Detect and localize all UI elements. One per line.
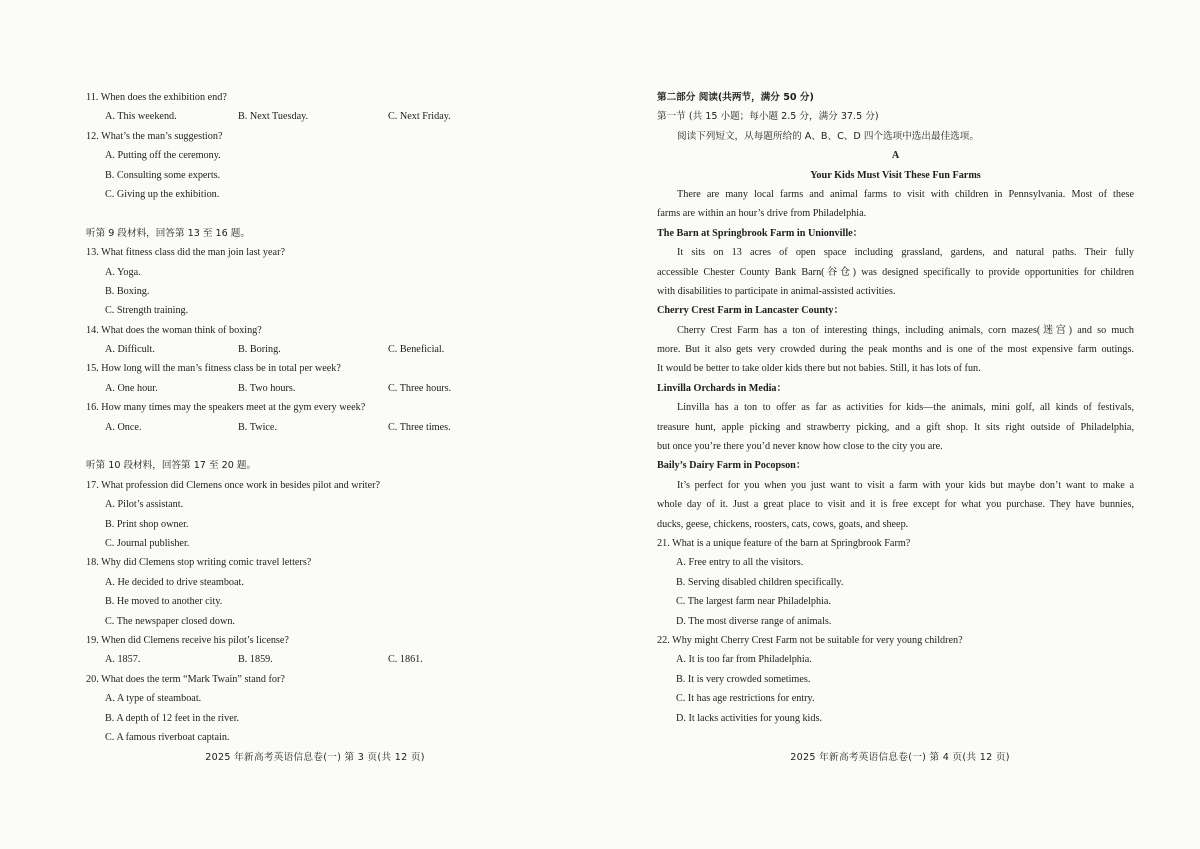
option-row	[86, 650, 486, 669]
page-footer-right: 2025 年新高考英语信息卷(一) 第 4 页(共 12 页)	[790, 752, 1010, 763]
question-stem: 19. When did Clemens receive his pilot’s license?	[86, 634, 289, 646]
section-heading: 第二部分 阅读(共两节，满分 50 分)	[657, 92, 814, 103]
option-row	[86, 107, 486, 126]
option-text: A. One hour.	[105, 382, 158, 394]
paragraph-line: ducks, geese, chickens, roosters, cats, cows, goats, and sheep.	[657, 518, 909, 530]
option-text: B. Twice.	[238, 421, 277, 433]
subsection-heading: The Barn at Springbrook Farm in Unionville：	[657, 227, 863, 239]
option-text: A. Yoga.	[105, 266, 141, 278]
option-row	[86, 379, 486, 398]
paragraph-line: Cherry Crest Farm has a ton of interesting things, including animals, corn mazes(迷宫) and so much	[677, 324, 1134, 336]
listening-questions	[86, 88, 486, 747]
option-text: B. Next Tuesday.	[238, 111, 309, 123]
option-text: B. Serving disabled children specifically.	[676, 576, 844, 588]
instruction-text: 第一节 (共 15 小题；每小题 2.5 分，满分 37.5 分)	[657, 111, 879, 123]
option-text: A. He decided to drive steamboat.	[105, 576, 244, 588]
question-stem: 16. How many times may the speakers meet at the gym every week?	[86, 402, 366, 414]
subsection-heading: Cherry Crest Farm in Lancaster County：	[657, 305, 844, 317]
paragraph-line: treasure hunt, apple picking and strawberry picking, and a gift shop. It sits right outside of Philadelphia,	[657, 421, 1134, 433]
paragraph-line: accessible Chester County Bank Barn(谷仓) was designed specifically to provide opportunities for children	[657, 266, 1134, 278]
subsection-heading: Baily’s Dairy Farm in Pocopson：	[657, 460, 807, 472]
option-text: A. This weekend.	[105, 111, 177, 123]
option-text: C. Giving up the exhibition.	[105, 188, 220, 200]
option-text: B. Boring.	[238, 344, 281, 356]
option-text: B. A depth of 12 feet in the river.	[105, 712, 240, 724]
question-stem: 20. What does the term “Mark Twain” stand for?	[86, 673, 285, 685]
option-text: A. Free entry to all the visitors.	[676, 557, 804, 569]
question-stem: 21. What is a unique feature of the barn at Springbrook Farm?	[657, 537, 911, 549]
option-row	[86, 418, 486, 437]
question-stem: 13. What fitness class did the man join last year?	[86, 247, 285, 259]
option-text: D. The most diverse range of animals.	[676, 615, 832, 627]
option-text: B. 1859.	[238, 654, 273, 666]
question-stem: 22. Why might Cherry Crest Farm not be suitable for very young children?	[657, 634, 963, 646]
question-stem: 15. How long will the man’s fitness class be in total per week?	[86, 363, 341, 375]
reading-section	[657, 88, 1134, 728]
question-stem: 18. Why did Clemens stop writing comic travel letters?	[86, 557, 312, 569]
option-text: B. Boxing.	[105, 285, 150, 297]
option-text: C. Three times.	[388, 421, 451, 433]
instruction-text: 听第 9 段材料，回答第 13 至 16 题。	[86, 227, 250, 239]
paragraph-line: farms are within an hour’s drive from Philadelphia.	[657, 208, 867, 220]
option-text: B. Print shop owner.	[105, 518, 189, 530]
option-text: C. Journal publisher.	[105, 537, 190, 549]
page-footer-left: 2025 年新高考英语信息卷(一) 第 3 页(共 12 页)	[205, 752, 425, 763]
paragraph-line: There are many local farms and animal farms to visit with children in Pennsylvania. Most of these	[677, 188, 1134, 200]
paragraph-line: with disabilities to participate in animal-assisted activities.	[657, 285, 896, 297]
option-text: C. It has age restrictions for entry.	[676, 693, 815, 705]
option-text: C. Next Friday.	[388, 111, 451, 123]
option-text: C. A famous riverboat captain.	[105, 731, 230, 743]
question-stem: 14. What does the woman think of boxing?	[86, 324, 262, 336]
option-text: C. Beneficial.	[388, 344, 445, 356]
passage-title: Your Kids Must Visit These Fun Farms	[810, 169, 981, 181]
option-text: A. Pilot’s assistant.	[105, 499, 184, 511]
option-text: A. It is too far from Philadelphia.	[676, 654, 812, 666]
option-text: B. It is very crowded sometimes.	[676, 673, 811, 685]
paragraph-line: It sits on 13 acres of open space including grassland, gardens, and natural paths. Their fully	[677, 247, 1134, 259]
option-text: A. Putting off the ceremony.	[105, 150, 221, 162]
option-text: D. It lacks activities for young kids.	[676, 712, 822, 724]
option-text: A. 1857.	[105, 654, 141, 666]
spacer	[86, 437, 486, 456]
paragraph-line: more. But it also gets very crowded during the peak months and is one of the most expensive farm outings.	[657, 344, 1134, 356]
option-text: B. He moved to another city.	[105, 596, 223, 608]
paragraph-line: It would be better to take older kids there but not babies. Still, it has lots of fun.	[657, 363, 981, 375]
instruction-text: 阅读下列短文，从每题所给的 A、B、C、D 四个选项中选出最佳选项。	[677, 130, 979, 142]
subsection-heading: Linvilla Orchards in Media：	[657, 382, 787, 394]
option-text: B. Two hours.	[238, 382, 296, 394]
option-text: C. The largest farm near Philadelphia.	[676, 596, 831, 608]
paragraph-line: Linvilla has a ton to offer as far as activities for kids—the animals, mini golf, all kinds of festivals,	[677, 402, 1134, 414]
option-text: B. Consulting some experts.	[105, 169, 221, 181]
option-text: A. A type of steamboat.	[105, 693, 202, 705]
option-text: C. The newspaper closed down.	[105, 615, 235, 627]
paragraph-line: but once you’re there you’d never know how close to the city you are.	[657, 441, 943, 453]
right-page	[600, 0, 1200, 849]
option-text: C. Three hours.	[388, 382, 452, 394]
question-stem: 11. When does the exhibition end?	[86, 92, 227, 103]
question-stem: 17. What profession did Clemens once work in besides pilot and writer?	[86, 479, 381, 491]
option-row	[86, 340, 486, 359]
spacer	[86, 204, 486, 223]
passage-title: A	[891, 150, 900, 162]
paragraph-line: whole day of it. Just a great place to visit and it is free except for what you purchase. They have bunnies,	[657, 499, 1134, 511]
option-text: A. Difficult.	[105, 344, 155, 356]
paragraph-line: It’s perfect for you when you just want to visit a farm with your kids but maybe don’t want to make a	[677, 479, 1134, 491]
option-text: C. 1861.	[388, 654, 423, 666]
question-stem: 12. What’s the man’s suggestion?	[86, 130, 223, 142]
option-text: C. Strength training.	[105, 305, 189, 317]
instruction-text: 听第 10 段材料，回答第 17 至 20 题。	[86, 460, 257, 472]
option-text: A. Once.	[105, 421, 142, 433]
